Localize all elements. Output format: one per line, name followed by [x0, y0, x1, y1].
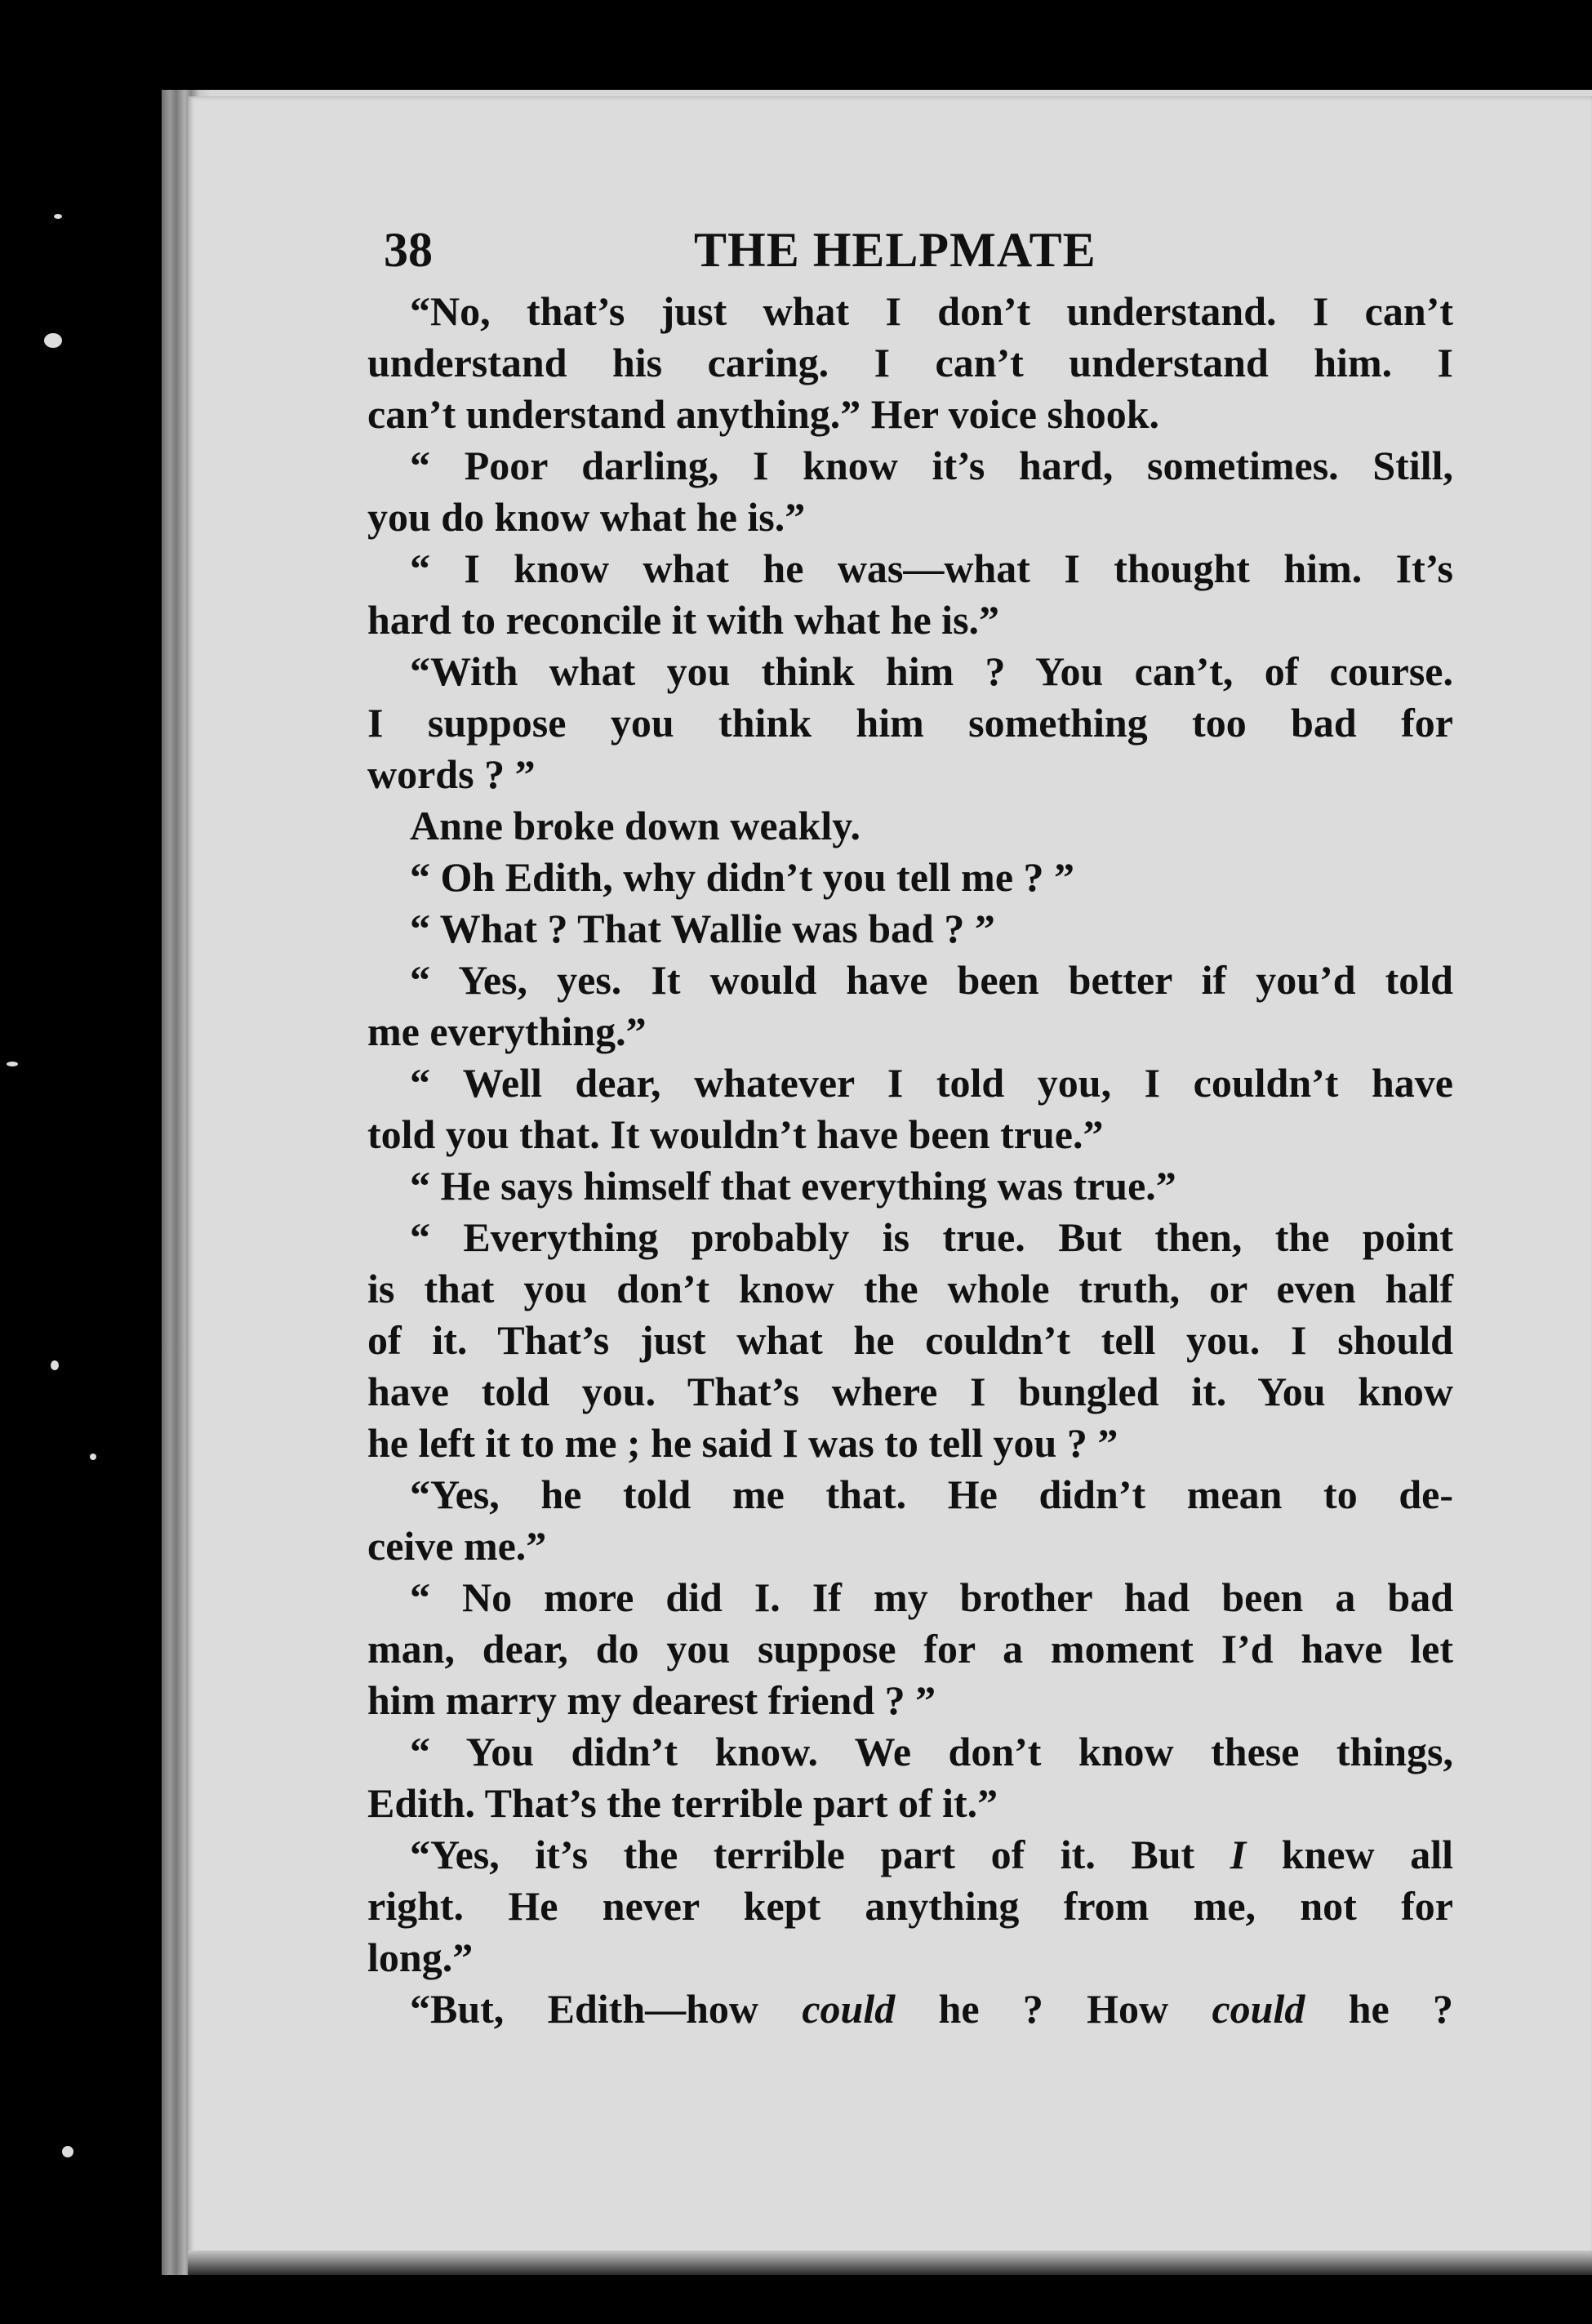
text-line: “Yes, he told me that. He didn’t mean to de-	[410, 1471, 1453, 1517]
text-line: “ Oh Edith, why didn’t you tell me ? ”	[410, 854, 1075, 900]
page-header	[384, 219, 1437, 281]
page-number: 38	[384, 223, 433, 277]
scan-speck	[90, 1454, 96, 1460]
running-title: THE HELPMATE	[694, 223, 1096, 277]
text-line: can’t understand anything.” Her voice shook.	[367, 391, 1160, 437]
text-line: I suppose you think him something too bad for	[367, 700, 1453, 746]
text-line: right. He never kept anything from me, not for	[367, 1883, 1453, 1929]
text-line: “ Everything probably is true. But then, the point	[410, 1214, 1453, 1260]
text-line: Anne broke down weakly.	[410, 803, 860, 848]
text-line: “ What ? That Wallie was bad ? ”	[410, 906, 995, 951]
text-line: “ Yes, yes. It would have been better if you’d told	[410, 957, 1453, 1003]
scan-speck	[7, 1062, 18, 1066]
text-line: he left it to me ; he said I was to tell you ? ”	[367, 1420, 1118, 1466]
text-line: me everything.”	[367, 1008, 647, 1054]
text-line: “ You didn’t know. We don’t know these things,	[410, 1729, 1453, 1774]
text-line: of it. That’s just what he couldn’t tell you. I should	[367, 1317, 1453, 1363]
scan-speck	[54, 214, 62, 219]
text-line: have told you. That’s where I bungled it. You know	[367, 1369, 1453, 1414]
text-line: told you that. It wouldn’t have been true.”	[367, 1111, 1104, 1157]
text-line: understand his caring. I can’t understand him. I	[367, 340, 1453, 385]
text-line: man, dear, do you suppose for a moment I’d have let	[367, 1626, 1453, 1672]
text-line: Edith. That’s the terrible part of it.”	[367, 1780, 998, 1826]
text-line: “ I know what he was—what I thought him. It’s	[410, 545, 1453, 591]
scan-speck	[51, 1360, 59, 1370]
text-line: “ He says himself that everything was true.”	[410, 1163, 1176, 1209]
text-line: ceive me.”	[367, 1523, 547, 1569]
page-bottom-edge	[188, 2251, 1592, 2275]
scan-speck	[62, 2146, 73, 2157]
text-line: “With what you think him ? You can’t, of course.	[410, 648, 1453, 694]
text-line: hard to reconcile it with what he is.”	[367, 597, 1000, 643]
text-line: “No, that’s just what I don’t understand. I can’t	[410, 288, 1453, 334]
text-line: “ No more did I. If my brother had been a bad	[410, 1574, 1453, 1620]
scan-speck	[44, 333, 62, 348]
text-line: long.”	[367, 1934, 474, 1980]
text-line: you do know what he is.”	[367, 494, 806, 540]
text-line: “ Well dear, whatever I told you, I couldn’t have	[410, 1060, 1453, 1106]
text-line: “But, Edith—how could he ? How could he ?	[410, 1986, 1454, 2032]
text-line: him marry my dearest friend ? ”	[367, 1677, 936, 1723]
text-line: is that you don’t know the whole truth, or even half	[367, 1266, 1453, 1311]
body-text	[367, 286, 1453, 2035]
text-line: words ? ”	[367, 751, 536, 797]
text-line: “Yes, it’s the terrible part of it. But I knew all	[410, 1832, 1454, 1877]
text-line: “ Poor darling, I know it’s hard, sometimes. Still,	[410, 443, 1453, 488]
